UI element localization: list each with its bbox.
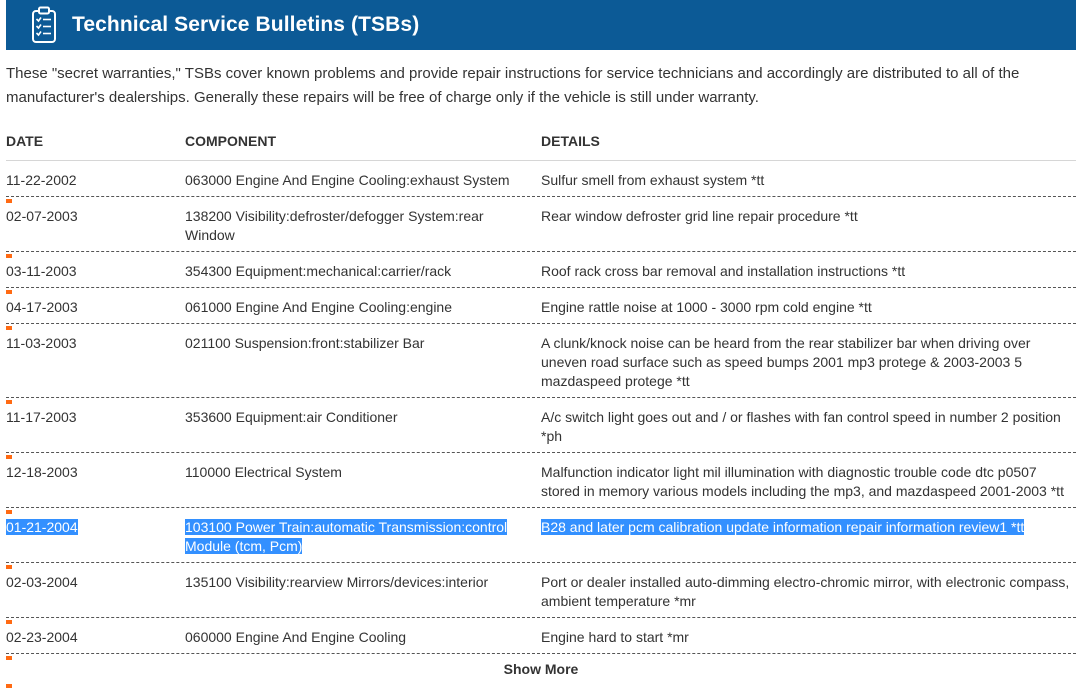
cell-component: 354300 Equipment:mechanical:carrier/rack: [185, 263, 452, 279]
table-row: [6, 453, 1076, 508]
cell-component: 061000 Engine And Engine Cooling:engine: [185, 299, 453, 315]
column-header-details: DETAILS: [541, 133, 600, 149]
cell-date: 11-17-2003: [6, 409, 77, 425]
cell-details: Roof rack cross bar removal and installation instructions *tt: [541, 263, 906, 279]
cell-component: 135100 Visibility:rearview Mirrors/devices:interior: [185, 574, 489, 590]
row-marker: [6, 684, 12, 688]
clipboard-checklist-icon: [30, 5, 58, 45]
cell-details: Port or dealer installed auto-dimming electro-chromic mirror, with electronic compass, ambient temperature *mr: [541, 574, 1070, 609]
table-row: [6, 161, 1076, 197]
cell-date: 11-22-2002: [6, 172, 77, 188]
cell-component: 103100 Power Train:automatic Transmission:control Module (tcm, Pcm): [185, 519, 508, 554]
cell-component: 353600 Equipment:air Conditioner: [185, 409, 398, 425]
cell-component: 021100 Suspension:front:stabilizer Bar: [185, 335, 425, 351]
table-row: [6, 252, 1076, 288]
tsb-table: [6, 122, 1076, 654]
cell-details: Rear window defroster grid line repair procedure *tt: [541, 208, 858, 224]
column-header-component: COMPONENT: [185, 133, 276, 149]
table-row: [6, 288, 1076, 324]
section-header: [6, 0, 1076, 50]
cell-date: 02-07-2003: [6, 208, 78, 224]
table-row: [6, 618, 1076, 654]
cell-details: B28 and later pcm calibration update information repair information review1 *tt: [541, 519, 1025, 535]
cell-date: 02-23-2004: [6, 629, 78, 645]
section-title: Technical Service Bulletins (TSBs): [72, 13, 420, 36]
cell-details: Engine rattle noise at 1000 - 3000 rpm cold engine *tt: [541, 299, 872, 315]
cell-details: Malfunction indicator light mil illumination with diagnostic trouble code dtc p0507 stored in memory various models including the mp3, and mazdaspeed 2001-2003 *tt: [541, 464, 1064, 499]
show-more-button[interactable]: Show More: [503, 661, 579, 677]
row-marker: [6, 656, 12, 660]
table-row: [6, 197, 1076, 252]
cell-component: 110000 Electrical System: [185, 464, 342, 480]
cell-details: A/c switch light goes out and / or flashes with fan control speed in number 2 position *ph: [541, 409, 1061, 444]
column-header-date: DATE: [6, 133, 44, 149]
cell-details: A clunk/knock noise can be heard from the rear stabilizer bar when driving over uneven road surface such as speed bumps 2001 mp3 protege & 2003-2003 5 mazdaspeed protege *tt: [541, 335, 1031, 389]
table-row: [6, 398, 1076, 453]
cell-date: 12-18-2003: [6, 464, 78, 480]
intro-text: These "secret warranties," TSBs cover known problems and provide repair instructions for service technicians and accordingly are distributed to all of the manufacturer's dealerships. Generally these repairs will be free of charge only if the vehicle is still under warranty.: [6, 65, 1020, 106]
cell-date: 01-21-2004: [6, 519, 78, 535]
table-row: [6, 324, 1076, 398]
cell-date: 03-11-2003: [6, 263, 77, 279]
cell-component: 063000 Engine And Engine Cooling:exhaust System: [185, 172, 510, 188]
cell-component: 060000 Engine And Engine Cooling: [185, 629, 407, 645]
cell-details: Engine hard to start *mr: [541, 629, 689, 645]
cell-date: 11-03-2003: [6, 335, 77, 351]
table-row: [6, 563, 1076, 618]
cell-date: 04-17-2003: [6, 299, 78, 315]
cell-component: 138200 Visibility:defroster/defogger System:rear Window: [185, 208, 484, 243]
cell-details: Sulfur smell from exhaust system *tt: [541, 172, 765, 188]
table-header: [6, 122, 1076, 161]
table-row-selected: [6, 508, 1076, 563]
cell-date: 02-03-2004: [6, 574, 78, 590]
